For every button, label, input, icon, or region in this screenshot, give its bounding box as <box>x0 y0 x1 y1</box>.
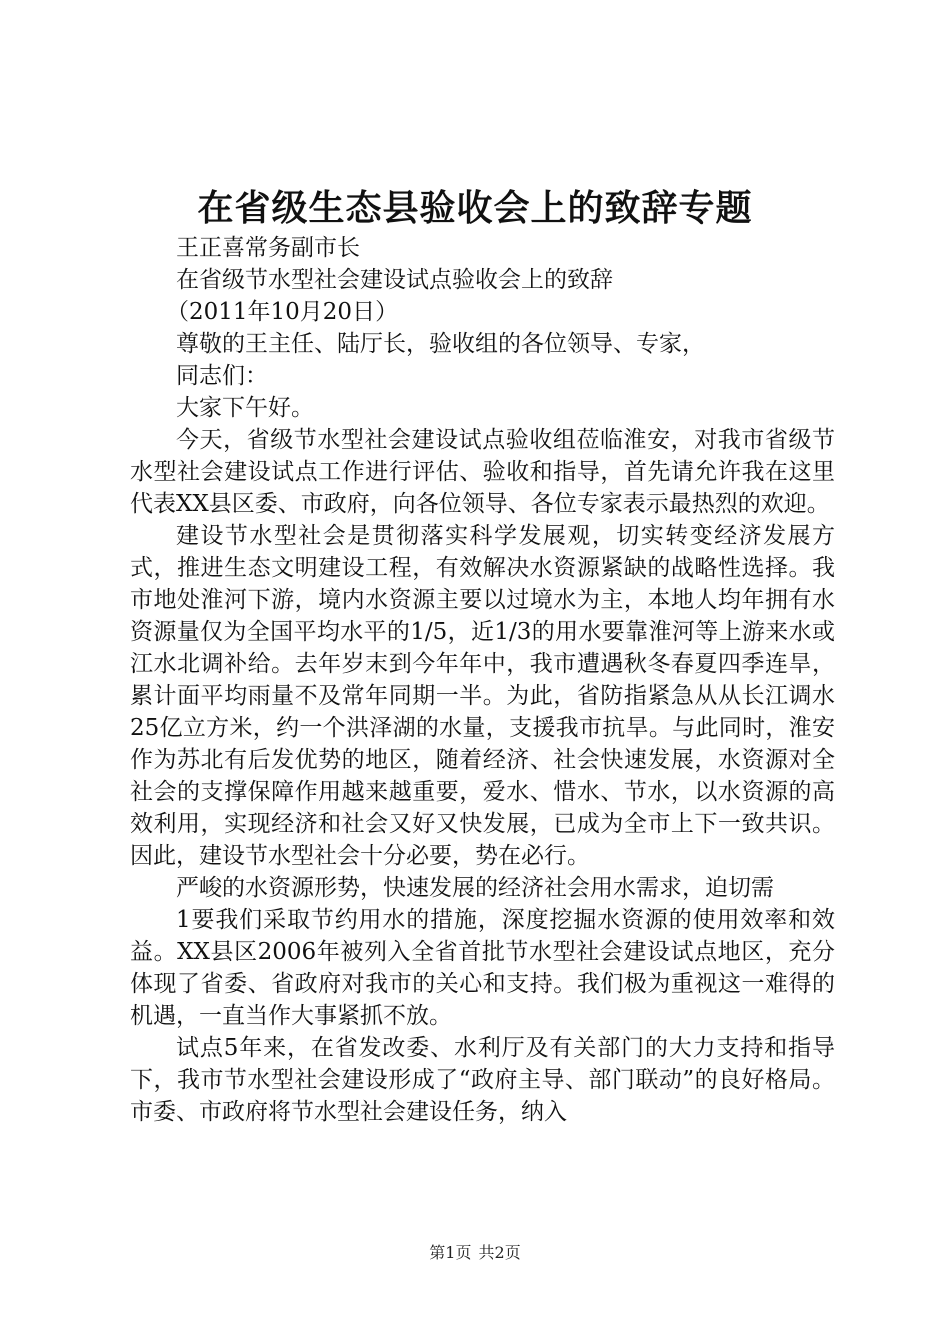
page-footer: 第1页 共2页 <box>429 1243 521 1262</box>
body-paragraph: 今天，省级节水型社会建设试点验收组莅临淮安，对我市省级节水型社会建设试点工作进行评估、验收和指导，首先请允许我在这里代表XX县区委、市政府，向各位领导、各位专家表示最热烈的欢迎。 <box>130 427 835 517</box>
speaker-line: 王正喜常务副市长 <box>176 235 360 261</box>
document-title: 在省级生态县验收会上的致辞专题 <box>197 187 753 229</box>
speech-subtitle: 在省级节水型社会建设试点验收会上的致辞 <box>176 267 613 293</box>
salutation: 尊敬的王主任、陆厅长，验收组的各位领导、专家， <box>176 331 705 357</box>
body-paragraph: 试点5年来，在省发改委、水利厅及有关部门的大力支持和指导下，我市节水型社会建设形成了“政府主导、部门联动”的良好格局。市委、市政府将节水型社会建设任务，纳入 <box>130 1035 835 1125</box>
body-paragraph: 严峻的水资源形势，快速发展的经济社会用水需求，迫切需 <box>176 875 774 901</box>
document-body <box>130 232 835 1128</box>
body-paragraph: 建设节水型社会是贯彻落实科学发展观，切实转变经济发展方式，推进生态文明建设工程，有效解决水资源紧缺的战略性选择。我市地处淮河下游，境内水资源主要以过境水为主，本地人均年拥有水资源量仅为全国平均水平的1/5，近1/3的用水要靠淮河等上游来水或江水北调补给。去年岁末到今年年中，我市遭遇秋冬春夏四季连旱，累计面平均雨量不及常年同期一半。为此，省防指紧急从从长江调水25亿立方米，约一个洪泽湖的水量，支援我市抗旱。与此同时，淮安作为苏北有后发优势的地区，随着经济、社会快速发展，水资源对全社会的支撑保障作用越来越重要，爱水、惜水、节水，以水资源的高效利用，实现经济和社会又好又快发展，已成为全市上下一致共识。因此，建设节水型社会十分必要，势在必行。 <box>130 523 835 869</box>
greeting: 大家下午好。 <box>176 395 314 421</box>
body-paragraph: 1要我们采取节约用水的措施，深度挖掘水资源的使用效率和效益。XX县区2006年被列入全省首批节水型社会建设试点地区，充分体现了省委、省政府对我市的关心和支持。我们极为重视这一难得的机遇，一直当作大事紧抓不放。 <box>130 907 835 1029</box>
speech-date: （2011年10月20日） <box>166 299 399 325</box>
salutation-comrades: 同志们： <box>176 363 268 389</box>
